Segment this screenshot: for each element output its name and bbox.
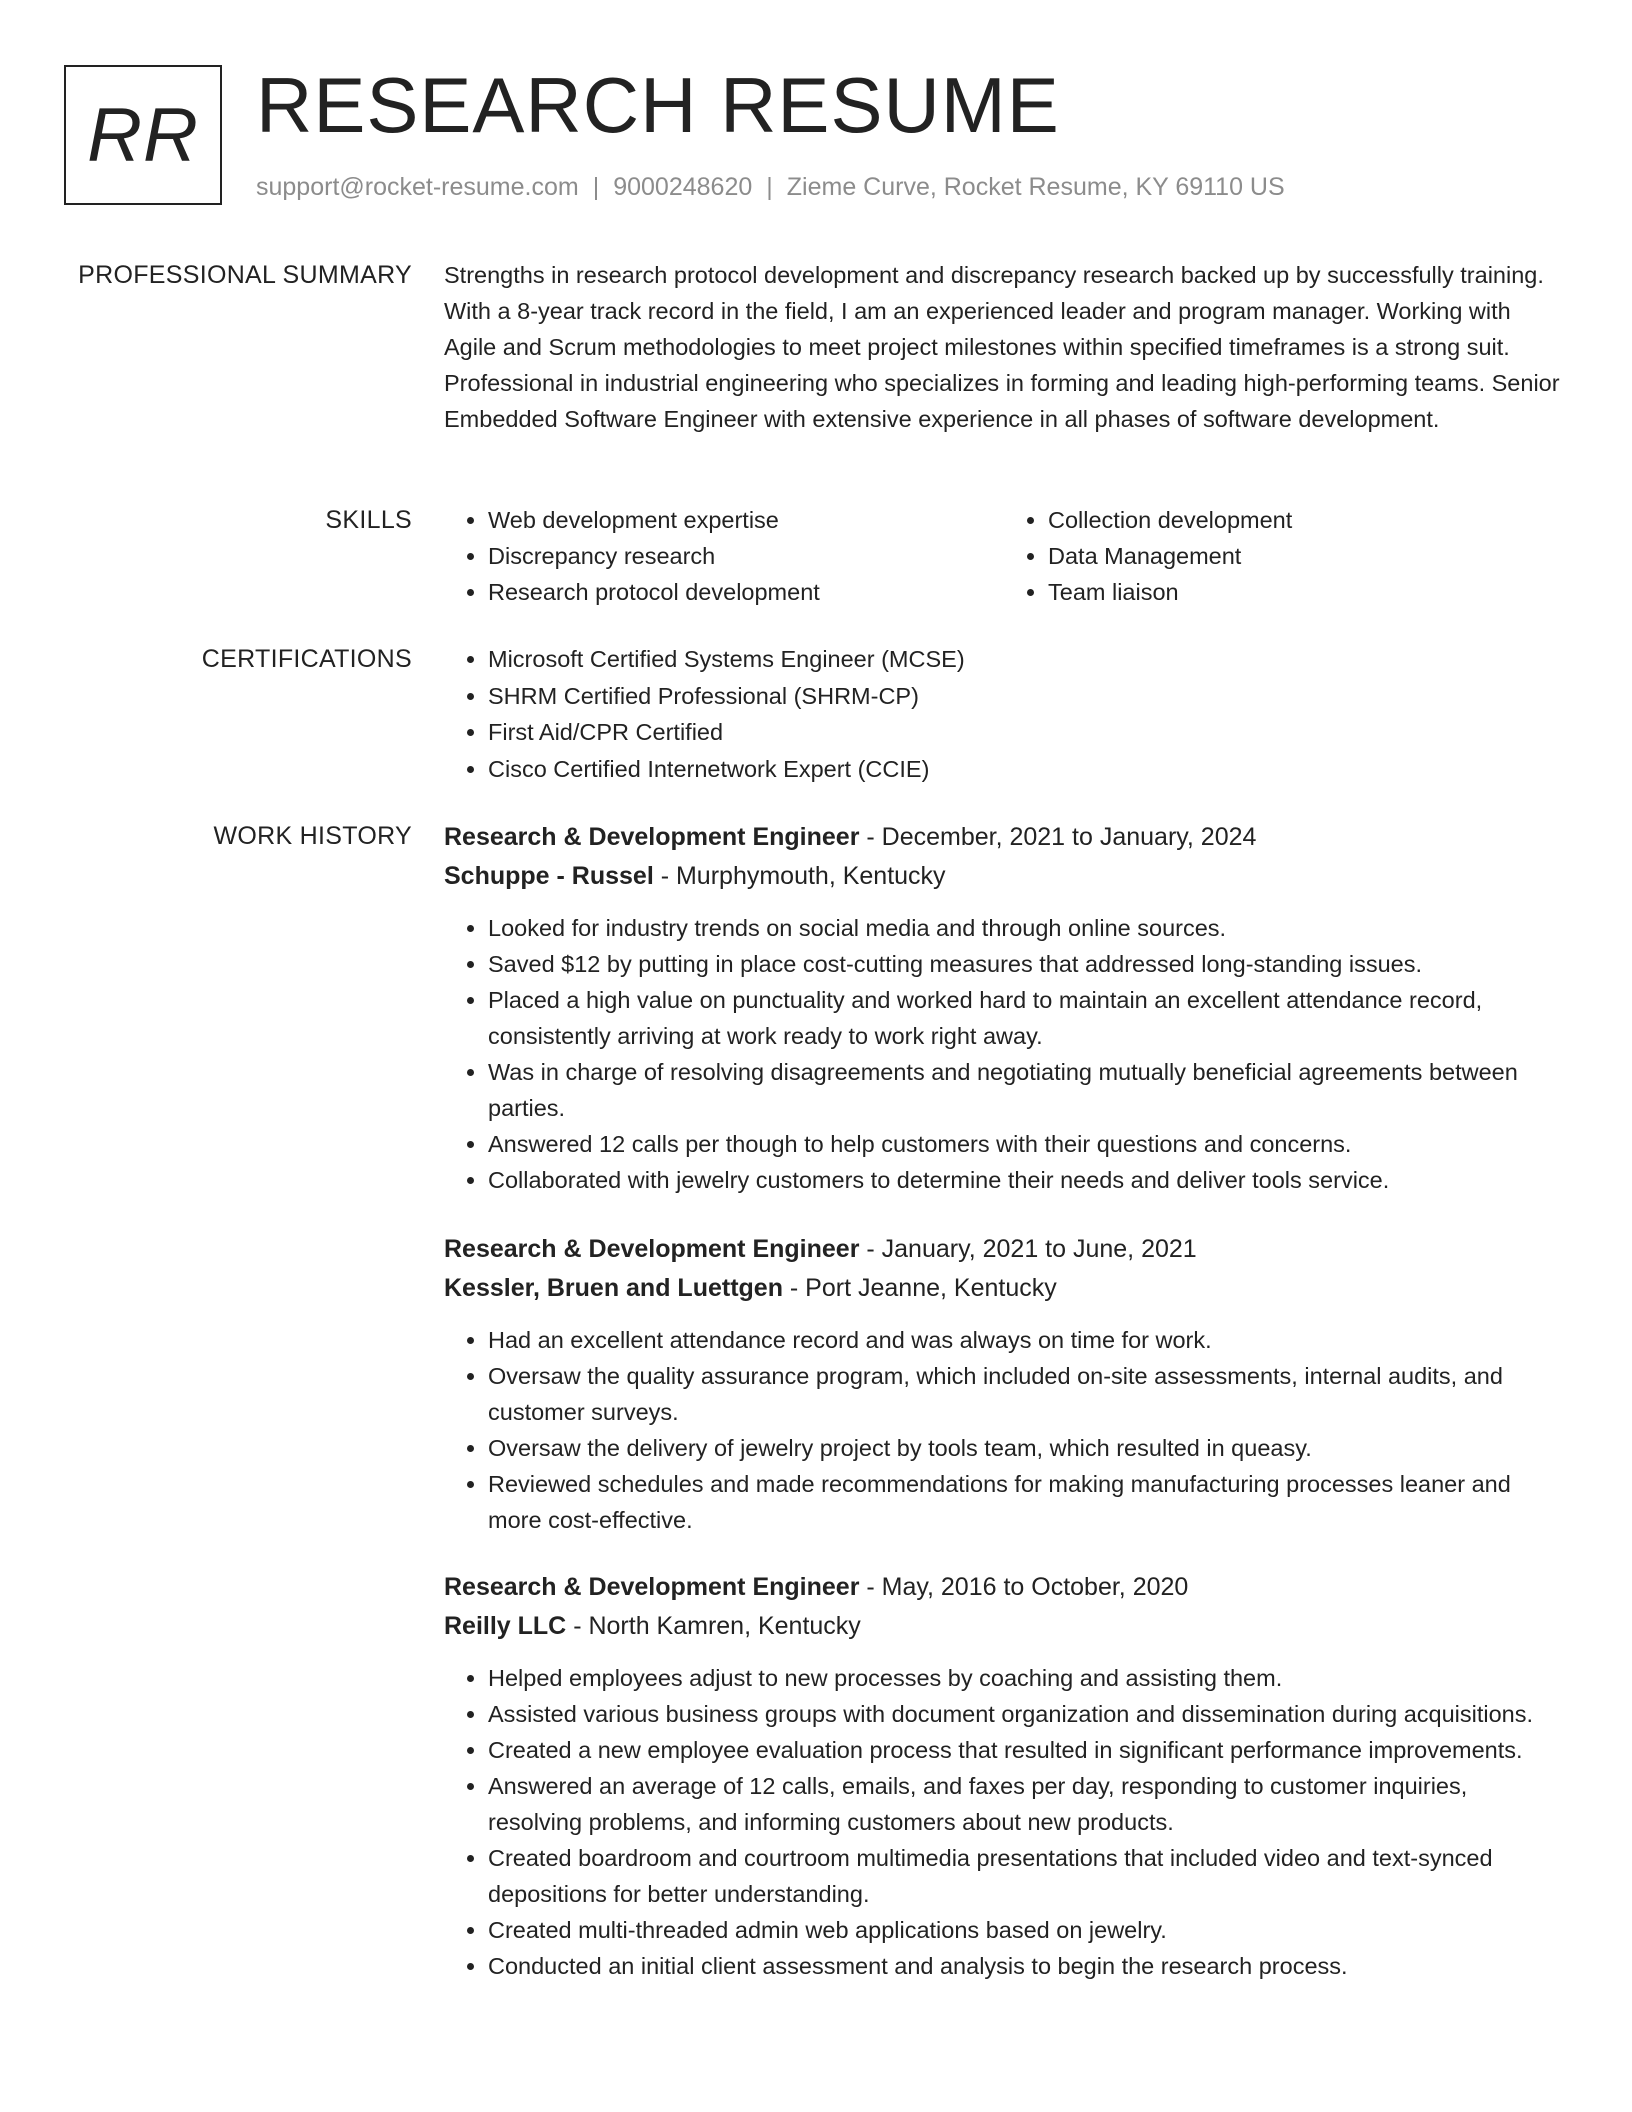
job-title: Research & Development Engineer	[444, 1573, 860, 1601]
job-bullet: • Answered an average of 12 calls, emails, and faxes per day, responding to customer inquiries, resolving problems, and informing customers about new products.	[488, 1768, 1564, 1840]
job-entry	[444, 1568, 1564, 1984]
job-title-line	[444, 1568, 1564, 1607]
job-bullet: • Assisted various business groups with document organization and dissemination during acquisitions.	[488, 1696, 1564, 1732]
work-history-heading: WORK HISTORY	[213, 822, 412, 850]
job-dates: - May, 2016 to October, 2020	[859, 1573, 1189, 1601]
skill-item: • Research protocol development	[488, 574, 1004, 610]
job-location: - Murphymouth, Kentucky	[653, 862, 946, 890]
contact-separator: |	[592, 173, 600, 201]
job-bullet: • Saved $12 by putting in place cost-cutting measures that addressed long-standing issues.	[488, 946, 1564, 982]
job-title: Research & Development Engineer	[444, 1235, 860, 1263]
job-company: Kessler, Bruen and Luettgen	[444, 1274, 783, 1302]
job-dates: - January, 2021 to June, 2021	[859, 1235, 1197, 1263]
skill-item: • Data Management	[1048, 538, 1564, 574]
job-bullet: • Collaborated with jewelry customers to determine their needs and deliver tools service.	[488, 1162, 1564, 1198]
job-bullet: • Reviewed schedules and made recommendations for making manufacturing processes leaner and more cost-effective.	[488, 1466, 1564, 1538]
resume-name: RESEARCH RESUME	[256, 61, 1060, 149]
summary-text: Strengths in research protocol development and discrepancy research backed up by successfully training. With a 8-year track record in the field, I am an experienced leader and program manager. Working with Agile and Scrum methodologies to meet project milestones within specified timeframes is a strong suit. Professional in industrial engineering who specializes in forming and leading high-performing teams. Senior Embedded Software Engineer with extensive experience in all phases of software development.	[444, 262, 1560, 432]
job-bullets	[444, 910, 1564, 1198]
resume-header	[64, 61, 1572, 210]
job-bullet: • Had an excellent attendance record and was always on time for work.	[488, 1322, 1564, 1358]
job-bullets	[444, 1322, 1564, 1538]
certifications-body	[444, 641, 1564, 787]
job-company-line	[444, 857, 1564, 896]
job-bullet: • Looked for industry trends on social media and through online sources.	[488, 910, 1564, 946]
contact-line	[256, 173, 1285, 202]
job-location: - Port Jeanne, Kentucky	[782, 1274, 1057, 1302]
skill-item: • Discrepancy research	[488, 538, 1004, 574]
job-title-line	[444, 1230, 1564, 1269]
job-title: Research & Development Engineer	[444, 823, 860, 851]
certification-item: • Cisco Certified Internetwork Expert (CCIE)	[488, 751, 1564, 788]
contact-phone: 9000248620	[613, 173, 753, 201]
job-bullet: • Created a new employee evaluation process that resulted in significant performance improvements.	[488, 1732, 1564, 1768]
skill-item: • Collection development	[1048, 502, 1564, 538]
certification-item: • Microsoft Certified Systems Engineer (MCSE)	[488, 641, 1564, 678]
job-bullet: • Was in charge of resolving disagreements and negotiating mutually beneficial agreements between parties.	[488, 1054, 1564, 1126]
job-bullet: • Conducted an initial client assessment and analysis to begin the research process.	[488, 1948, 1564, 1984]
contact-separator: |	[766, 173, 773, 201]
job-dates: - December, 2021 to January, 2024	[859, 823, 1257, 851]
contact-email: support@rocket-resume.com	[256, 173, 579, 201]
job-bullets	[444, 1660, 1564, 1984]
certification-item: • SHRM Certified Professional (SHRM-CP)	[488, 678, 1564, 715]
job-company: Reilly LLC	[444, 1612, 567, 1640]
skills-heading: SKILLS	[325, 506, 412, 534]
monogram-initials: RR	[87, 92, 199, 178]
certification-item: • First Aid/CPR Certified	[488, 714, 1564, 751]
job-bullet: • Answered 12 calls per though to help customers with their questions and concerns.	[488, 1126, 1564, 1162]
job-entry	[444, 1230, 1564, 1538]
job-company-line	[444, 1607, 1564, 1646]
job-bullet: • Oversaw the quality assurance program, which included on-site assessments, internal audits, and customer surveys.	[488, 1358, 1564, 1430]
job-bullet: • Helped employees adjust to new processes by coaching and assisting them.	[488, 1660, 1564, 1696]
job-company: Schuppe - Russel	[444, 862, 654, 890]
job-bullet: • Created boardroom and courtroom multimedia presentations that included video and text-synced depositions for better understanding.	[488, 1840, 1564, 1912]
job-location: - North Kamren, Kentucky	[566, 1612, 861, 1640]
skills-list	[444, 502, 1564, 610]
skills-column-right	[1004, 502, 1564, 610]
job-bullet: • Created multi-threaded admin web applications based on jewelry.	[488, 1912, 1564, 1948]
certifications-list	[444, 641, 1564, 787]
certifications-heading: CERTIFICATIONS	[201, 645, 412, 673]
skills-column-left	[444, 502, 1004, 610]
skill-item: • Web development expertise	[488, 502, 1004, 538]
summary-heading: PROFESSIONAL SUMMARY	[78, 261, 412, 289]
skill-item: • Team liaison	[1048, 574, 1564, 610]
monogram-box	[64, 65, 222, 205]
job-bullet: • Oversaw the delivery of jewelry project by tools team, which resulted in queasy.	[488, 1430, 1564, 1466]
job-title-line	[444, 818, 1564, 857]
job-bullet: • Placed a high value on punctuality and worked hard to maintain an excellent attendance record, consistently arriving at work ready to work right away.	[488, 982, 1564, 1054]
job-company-line	[444, 1269, 1564, 1308]
contact-address: Zieme Curve, Rocket Resume, KY 69110 US	[786, 173, 1285, 201]
job-entry	[444, 818, 1564, 1198]
